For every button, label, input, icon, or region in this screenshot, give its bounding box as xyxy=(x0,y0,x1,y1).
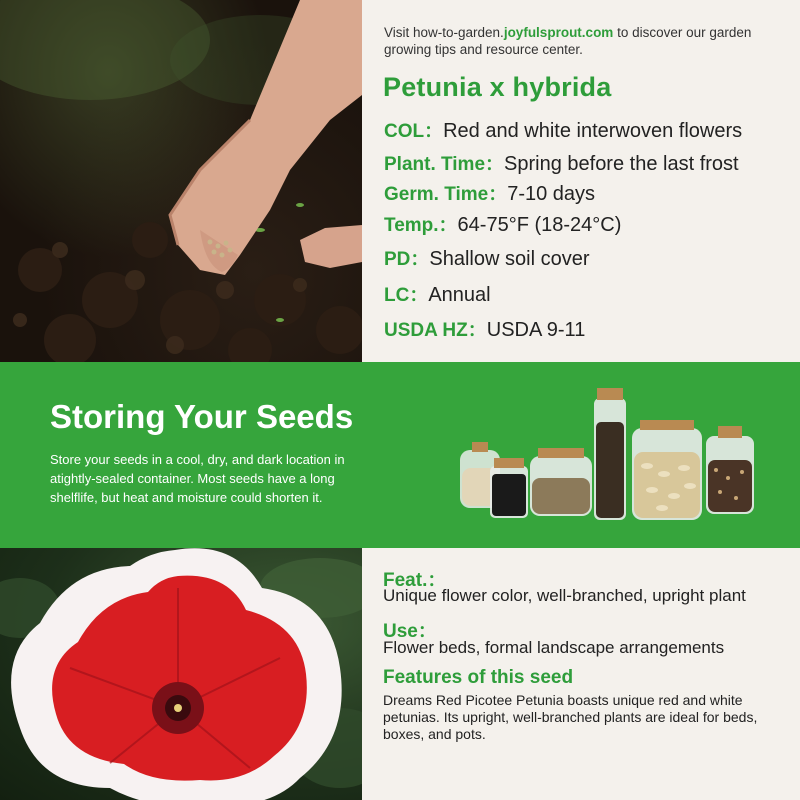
spec-value: Shallow soil cover xyxy=(429,248,590,270)
use-label: Use： xyxy=(383,621,437,642)
spec-value: 64-75°F (18-24°C) xyxy=(457,214,622,236)
seed-details-panel xyxy=(362,548,800,800)
storing-seeds-band xyxy=(0,362,800,548)
spec-row-usda xyxy=(384,315,585,342)
spec-value: USDA 9-11 xyxy=(486,319,586,341)
spec-row-lc xyxy=(384,280,491,307)
spec-label: LC： xyxy=(384,285,429,306)
spec-row-germ-time xyxy=(384,179,595,206)
feat-value: Unique flower color, well-branched, upright plant xyxy=(383,586,746,605)
features-of-seed-label: Features of this seed xyxy=(383,667,574,688)
visit-prefix: Visit how-to-garden. xyxy=(384,25,504,40)
spec-row-temp xyxy=(384,210,621,237)
visit-suffix: to discover our garden growing tips and resource center. xyxy=(384,25,752,57)
spec-label: COL： xyxy=(384,121,444,142)
storing-seeds-text: Store your seeds in a cool, dry, and dark location in atightly-sealed container. Most seeds have a long shelflife, but heat and moisture could shorten it. xyxy=(50,452,345,505)
spec-row-pd xyxy=(384,244,589,271)
features-of-seed-text: Dreams Red Picotee Petunia boasts unique red and white petunias. Its upright, well-branched plants are ideal for beds, boxes, and pots. xyxy=(383,692,758,742)
hand-sowing-seeds-photo xyxy=(0,0,362,362)
spec-value: Red and white interwoven flowers xyxy=(443,120,743,142)
brand-link[interactable]: joyfulsprout.com xyxy=(503,25,614,40)
spec-label: Temp.： xyxy=(384,215,458,236)
spec-value: 7-10 days xyxy=(507,183,596,205)
plant-name-title: Petunia x hybrida xyxy=(383,72,612,102)
visit-website-text xyxy=(384,24,784,58)
storing-seeds-title: Storing Your Seeds xyxy=(50,398,354,435)
spec-label: PD： xyxy=(384,249,430,270)
spec-label: Plant. Time： xyxy=(384,154,505,175)
seed-jars-photo xyxy=(452,382,762,532)
feat-label: Feat.： xyxy=(383,570,447,591)
top-section xyxy=(0,0,800,362)
spec-row-plant-time xyxy=(384,149,739,176)
spec-row-col xyxy=(384,116,742,143)
bottom-section xyxy=(0,548,800,800)
spec-value: Spring before the last frost xyxy=(504,153,739,175)
spec-label: USDA HZ： xyxy=(384,320,487,341)
spec-value: Annual xyxy=(428,284,491,306)
use-value: Flower beds, formal landscape arrangements xyxy=(383,638,725,657)
red-picotee-petunia-photo xyxy=(0,548,362,800)
spec-label: Germ. Time： xyxy=(384,184,508,205)
plant-info-panel xyxy=(362,0,800,362)
